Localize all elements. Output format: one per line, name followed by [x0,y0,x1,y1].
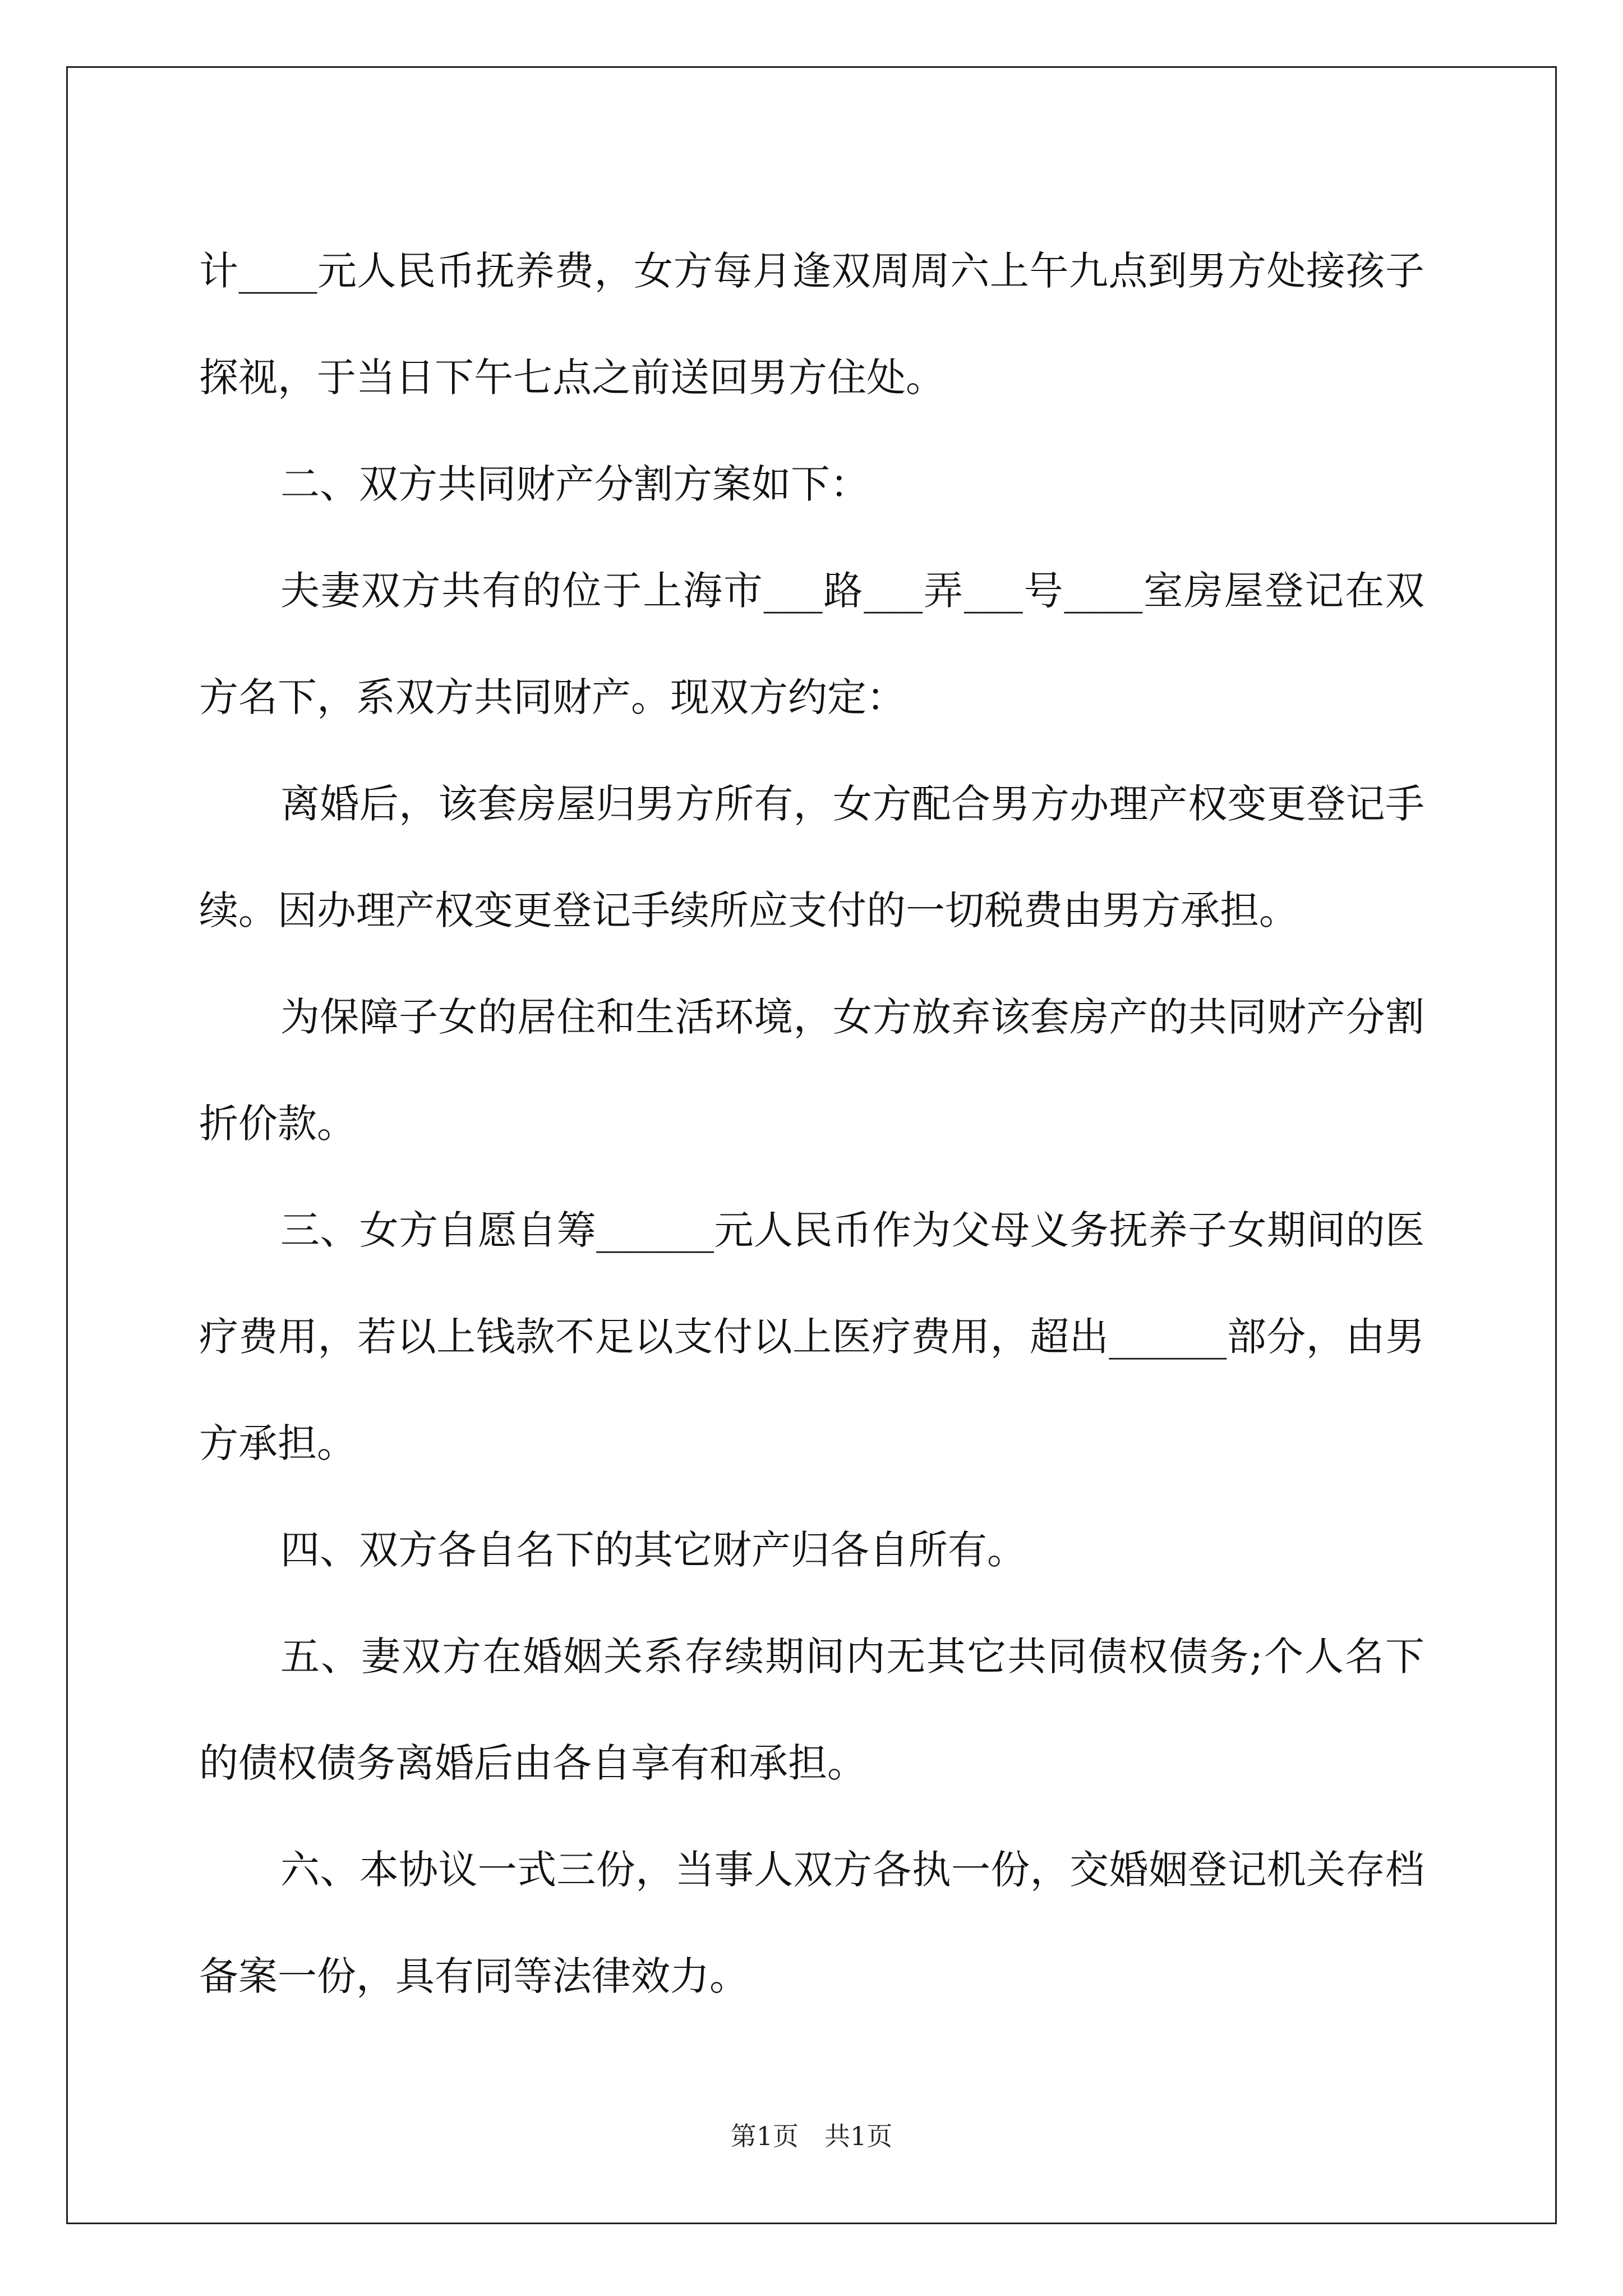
paragraph-section-3-medical: 三、女方自愿自筹______元人民币作为父母义务抚养子女期间的医疗费用，若以上钱款不足以支付以上医疗费用，超出______部分，由男方承担。 [199,1207,1424,1466]
paragraph-section-5-debts: 五、妻双方在婚姻关系存续期间内无其它共同债权债务;个人名下的债权债务离婚后由各自享有和承担。 [199,1634,1424,1786]
paragraph-house-ownership: 离婚后，该套房屋归男方所有，女方配合男方办理产权变更登记手续。因办理产权变更登记手续所应支付的一切税费由男方承担。 [199,781,1424,933]
paragraph-waiver: 为保障子女的居住和生活环境，女方放弃该套房产的共同财产分割折价款。 [199,994,1424,1147]
paragraph-continuation: 计____元人民币抚养费，女方每月逢双周周六上午九点到男方处接孩子探视，于当日下午七点之前送回男方住处。 [199,248,1424,401]
paragraph-section-2-heading: 二、双方共同财产分割方案如下： [280,461,869,507]
document-body [199,218,1424,2030]
paragraph-section-4-other-property: 四、双方各自名下的其它财产归各自所有。 [280,1527,1026,1573]
paragraph-section-6-copies: 六、本协议一式三份，当事人双方各执一份，交婚姻登记机关存档备案一份，具有同等法律效力。 [199,1847,1424,1999]
paragraph-property-location: 夫妻双方共有的位于上海市___路___弄___号____室房屋登记在双方名下，系双方共同财产。现双方约定： [199,568,1424,720]
page-number-footer: 第1页 共1页 [730,2121,893,2151]
